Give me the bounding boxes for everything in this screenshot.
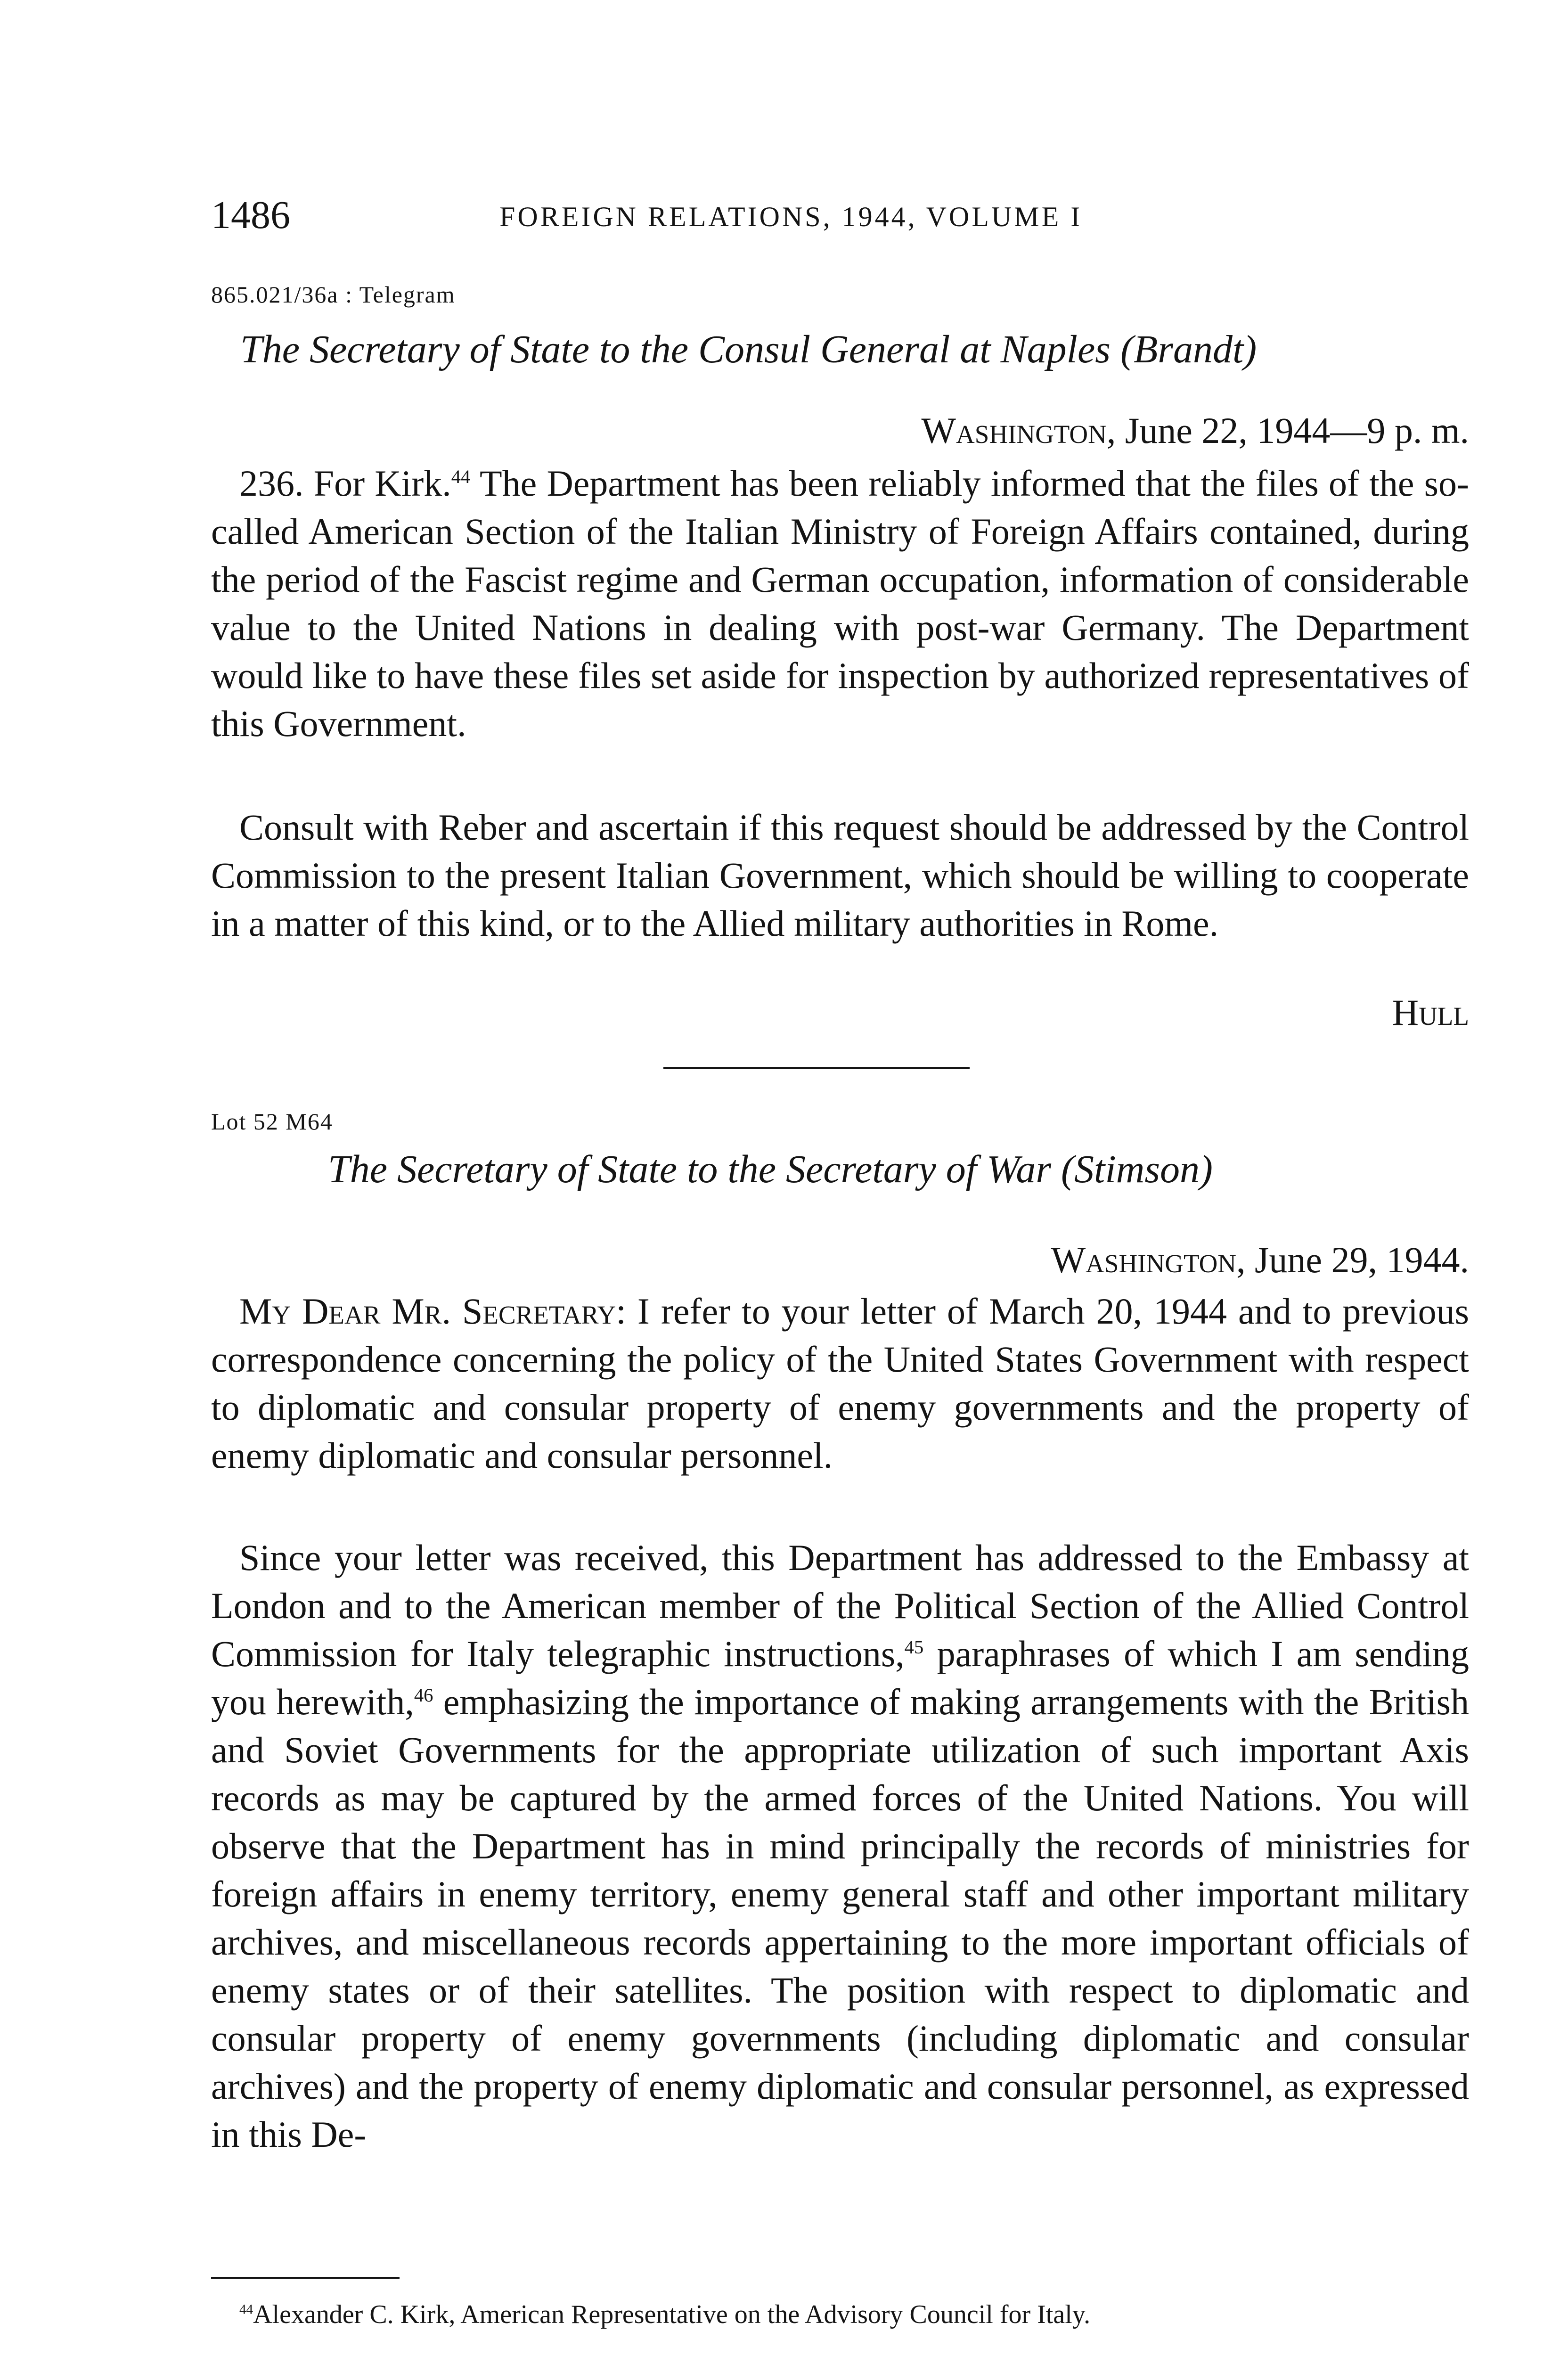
running-head: FOREIGN RELATIONS, 1944, VOLUME I <box>499 201 1083 232</box>
paragraph <box>211 1534 1469 2159</box>
file-reference: Lot 52 M64 <box>211 1108 333 1135</box>
separator-rule <box>663 1067 970 1069</box>
signature: Hull <box>1392 992 1469 1033</box>
footnote-text: Alexander C. Kirk, American Representative on the Advisory Council for Italy. <box>253 2300 1091 2329</box>
paragraph <box>211 459 1469 748</box>
dateline <box>1051 1239 1469 1280</box>
paragraph-text: paraphrases of which I am sending you herewith, <box>211 1633 1469 1722</box>
footnote-rule <box>211 2277 400 2279</box>
paragraph-text: emphasizing the importance of making arrangements with the British and Soviet Governments for the appropriate utilization of such important Axis records as may be captured by the armed forces of the United Nations. You will observe that the Department has in mind principally the records of ministries for foreign affairs in enemy territory, enemy general staff and other important military archives, and miscellaneous records appertaining to the more important officials of enemy states or of their satellites. The position with respect to diplomatic and consular property of enemy governments (including diplomatic and consular archives) and the property of enemy diplomatic and consular personnel, as expressed in this De- <box>211 1681 1469 2155</box>
footnote-marker: 44 <box>239 2302 253 2317</box>
paragraph <box>211 1287 1469 1480</box>
dateline-date: , June 29, 1944. <box>1236 1239 1469 1280</box>
document-title: The Secretary of State to the Secretary of War (Stimson) <box>328 1147 1213 1191</box>
paragraph-text: : I refer to your letter of March 20, 1944 and to previous correspondence concerning the policy of the United States Government with respect to diplomatic and consular property of enemy governments and the property of enemy diplomatic and consular personnel. <box>211 1291 1469 1476</box>
document-title: The Secretary of State to the Consul General at Naples (Brandt) <box>240 327 1257 371</box>
dateline <box>921 412 1469 449</box>
footnote-ref: 46 <box>414 1685 433 1706</box>
footnote <box>211 2300 1469 2329</box>
dateline-place: Washington <box>921 410 1107 451</box>
page-number: 1486 <box>211 193 290 237</box>
footnote-ref: 44 <box>451 466 471 487</box>
paragraph-text: Since your letter was received, this Department has addressed to the Embassy at London and to the American member of the Political Section of the Allied Control Commission for Italy telegraphic instructions, <box>211 1537 1469 1674</box>
footnote-ref: 45 <box>904 1636 924 1658</box>
salutation: My Dear Mr. Secretary <box>239 1291 616 1332</box>
dateline-date: , June 22, 1944—9 p. m. <box>1106 410 1469 451</box>
telegram-number: 236. For Kirk. <box>239 463 451 504</box>
dateline-place: Washington <box>1051 1239 1237 1280</box>
paragraph-text: The Department has been reliably informed that the files of the so-called American Section of the Italian Ministry of Foreign Affairs contained, during the period of the Fascist regime and German occupation, information of considerable value to the United Nations in dealing with post-war Germany. The Department would like to have these files set aside for inspection by authorized representatives of this Government. <box>211 463 1469 744</box>
paragraph: Consult with Reber and ascertain if this request should be addressed by the Control Commission to the present Italian Government, which should be willing to cooperate in a matter of this kind, or to the Allied military authorities in Rome. <box>211 807 1469 944</box>
file-reference: 865.021/36a : Telegram <box>211 281 456 308</box>
